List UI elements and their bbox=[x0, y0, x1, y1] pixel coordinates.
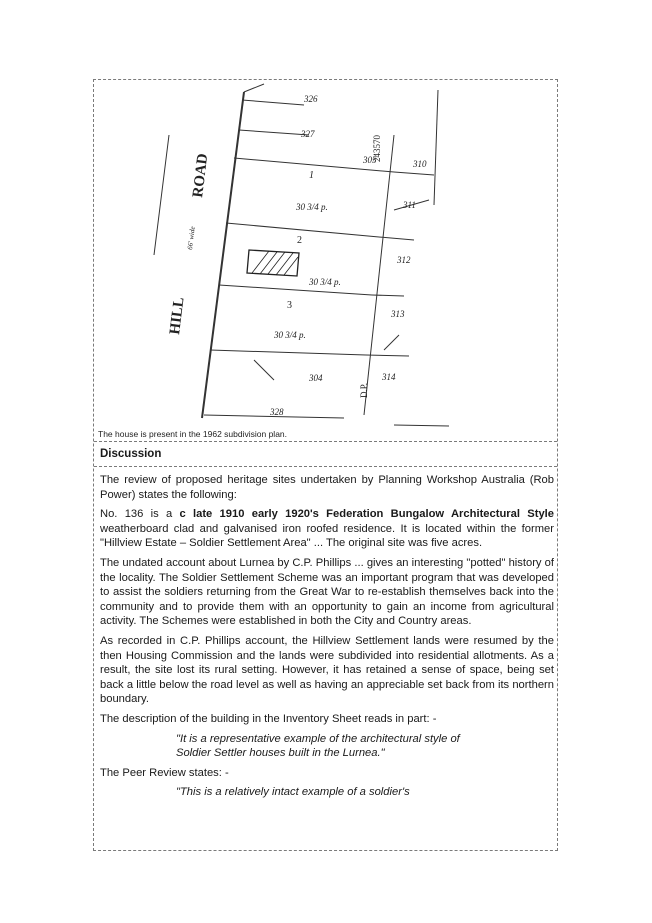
paragraph-review: The review of proposed heritage sites undertaken by Planning Workshop Australia (Rob Power) states the following: bbox=[100, 474, 554, 501]
discussion-body bbox=[100, 473, 554, 805]
paragraph-inventory-intro: The description of the building in the Inventory Sheet reads in part: - bbox=[100, 712, 437, 725]
lot-310: 310 bbox=[413, 159, 427, 169]
lot-328: 328 bbox=[270, 407, 284, 417]
peer-review-quote: "This is a relatively intact example of a soldier's bbox=[176, 786, 410, 799]
lot-326: 326 bbox=[304, 94, 318, 104]
paragraph-no-136-rest: weatherboard clad and galvanised iron roofed residence. It is located within the former "Hillview Estate – Soldier Settlement Area" ... The original site was five acres. bbox=[100, 522, 554, 550]
paragraph-no-136-intro: No. 136 is a bbox=[100, 508, 180, 521]
lot-312: 312 bbox=[397, 255, 411, 265]
dp-label: D.P. bbox=[359, 382, 369, 398]
document-table bbox=[93, 79, 558, 851]
road-width-label: 66' wide bbox=[186, 225, 197, 251]
paragraph-no-136 bbox=[100, 507, 554, 551]
paragraph-housing-commission: As recorded in C.P. Phillips account, the Hillview Settlement lands were resumed by the then Housing Commission and the lands were subdivided into residential allotments. As a result, the site lost its rural setting. However, it has retained a sense of space, being set back a little below the road level as well as having an appreciable set back from its northern boundary. bbox=[100, 634, 554, 706]
architectural-style-emphasis: c late 1910 early 1920's Federation Bungalow Architectural Style bbox=[179, 508, 554, 521]
lot-1: 1 bbox=[309, 170, 314, 181]
lot-3: 3 bbox=[287, 300, 292, 311]
lot-311: 311 bbox=[403, 200, 416, 210]
road-word-road: ROAD bbox=[190, 152, 212, 199]
lot-1-area: 30 3/4 p. bbox=[296, 202, 328, 212]
discussion-heading-row bbox=[94, 442, 557, 467]
lot-327: 327 bbox=[301, 129, 315, 139]
lot-313: 313 bbox=[391, 309, 405, 319]
lot-314: 314 bbox=[382, 372, 396, 382]
plan-caption: The house is present in the 1962 subdivision plan. bbox=[98, 429, 288, 439]
lot-2-area: 30 3/4 p. bbox=[309, 277, 341, 287]
paragraph-phillips-history: The undated account about Lurnea by C.P. Phillips ... gives an interesting "potted" history of the locality. The Soldier Settlement Scheme was an important program that was developed to assist the soldiers returning from the Great War to re-establish themselves back into the community and to provide them with an opportunity to gain an income from agricultural activity. The Schemes were established in both the City and Country areas. bbox=[100, 556, 554, 628]
dp-number: 243570 bbox=[372, 135, 382, 162]
discussion-heading: Discussion bbox=[100, 448, 162, 460]
subdivision-plan-drawing bbox=[94, 80, 557, 442]
lot-2: 2 bbox=[297, 235, 302, 246]
lot-3-area: 30 3/4 p. bbox=[274, 330, 306, 340]
house-footprint bbox=[247, 250, 299, 276]
lot-305: 305 bbox=[363, 155, 377, 165]
lot-304: 304 bbox=[309, 373, 323, 383]
inventory-quote: "It is a representative example of the architectural style of Soldier Settler houses built in the Lurnea." bbox=[176, 732, 460, 760]
paragraph-peer-review-intro: The Peer Review states: - bbox=[100, 766, 229, 779]
subdivision-plan bbox=[94, 80, 557, 442]
road-word-hill: HILL bbox=[167, 296, 188, 336]
